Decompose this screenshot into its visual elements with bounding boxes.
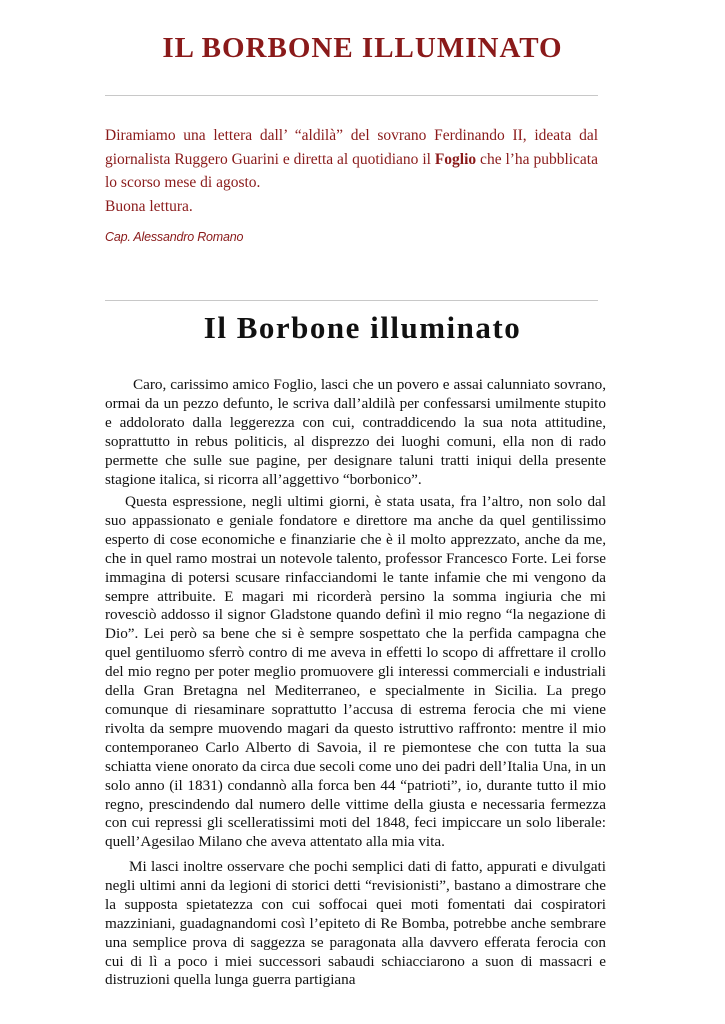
intro-paragraph <box>105 124 598 218</box>
intro-text-after: che l’ha pubblicata lo scorso mese di agosto. <box>105 150 598 191</box>
divider-middle <box>105 300 598 301</box>
page-title: IL BORBONE ILLUMINATO <box>162 32 563 64</box>
intro-closing: Buona lettura. <box>105 197 193 215</box>
article-title: Il Borbone illuminato <box>203 310 522 345</box>
article-paragraph-2: Questa espressione, negli ultimi giorni, è stata usata, fra l’altro, non solo dal suo appassionato e geniale fondatore e direttore ma anche da quel gentilissimo esperto di cose economiche e finanziarie che è il molto apprezzato, anche da me, che in quel ramo mostrai un notevole talento, professor Francesco Forte. Lei forse immagina di potersi scusare rinfacciandomi le tante infamie che mi vengono da sempre attribuite. E magari mi ricorderà persino la somma ingiuria che mi rovesciò addosso il signor Gladstone quando definì il mio regno “la negazione di Dio”. Lei però sa bene che si è sempre sospettato che la perfida campagna che quel gentiluomo sferrò contro di me aveva in effetti lo scopo di affrettare il crollo del mio regno per poter meglio promuovere gli interessi commerciali e industriali della Gran Bretagna nel Mediterraneo, e specialmente in Sicilia. La prego comunque di riesaminare soprattutto l’accusa di estrema ferocia che mi viene rivolta da sempre muovendo magari da questo istruttivo raffronto: mentre il mio contemporaneo Carlo Alberto di Savoia, il re piemontese che con tutta la sua schiatta viene onorato da circa due secoli come uno dei padri dell’Italia Una, in un solo anno (il 1831) condannò alla forca ben 44 “patrioti”, io, durante tutto il mio regno, prescindendo dal numero delle vittime della giusta e necessaria fermezza con cui repressi gli scelleratissimi moti del 1848, feci impiccare un solo liberale: quell’Agesilao Milano che aveva attentato alla mia vita. <box>105 493 606 851</box>
article-paragraph-1: Caro, carissimo amico Foglio, lasci che un povero e assai calunniato sovrano, ormai da un pezzo defunto, le scriva dall’aldilà per confessarsi umilmente stupito e addolorato dalla leggerezza con cui, contraddicendo la sua nota attitudine, soprattutto in rebus politicis, al disprezzo dei luoghi comuni, ella non di rado permette che sulle sue pagine, per designare taluni tratti iniqui della presente stagione italica, si ricorra all’aggettivo “borbonico”. <box>105 376 606 488</box>
article-paragraph-3: Mi lasci inoltre osservare che pochi semplici dati di fatto, appurati e divulgati negli ultimi anni da legioni di storici detti “revisionisti”, bastano a dimostrare che la supposta spietatezza con cui soffocai quei moti fomentati dai cospiratori mazziniani, guadagnandomi così l’epiteto di Re Bomba, potrebbe anche sembrare una semplice prova di saggezza se paragonata alla davvero efferata ferocia con cui di lì a poco i miei successori sabaudi schiacciarono a suon di massacri e distruzioni quella lunga guerra partigiana <box>105 858 606 989</box>
intro-signature: Cap. Alessandro Romano <box>105 230 244 244</box>
divider-top <box>105 95 598 96</box>
intro-bold-newspaper: Foglio <box>434 150 477 168</box>
intro-text-before: Diramiamo una lettera dall’ “aldilà” del sovrano Ferdinando II, ideata dal giornalista Ruggero Guarini e diretta al quotidiano il <box>105 127 598 168</box>
